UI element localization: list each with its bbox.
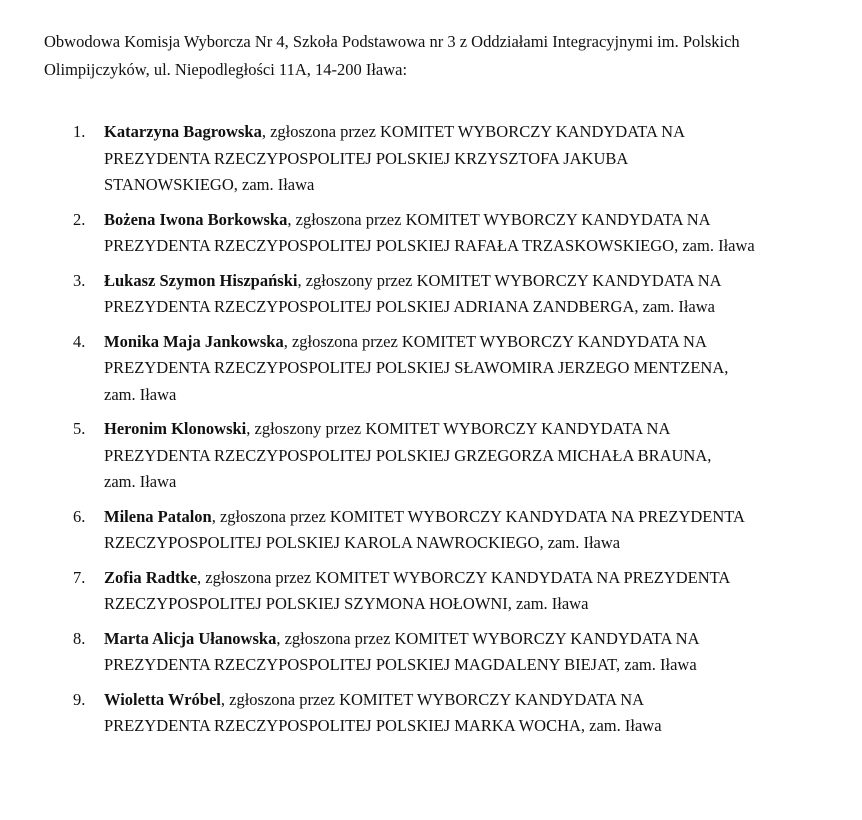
candidate-text: , zgłoszona przez KOMITET WYBORCZY KANDYDATA NA — [276, 628, 700, 648]
candidate-item — [0, 329, 862, 409]
candidate-line: zam. Iława — [104, 384, 177, 404]
candidate-line: RZECZYPOSPOLITEJ POLSKIEJ SZYMONA HOŁOWNI, zam. Iława — [104, 594, 589, 613]
candidate-line: STANOWSKIEGO, zam. Iława — [104, 175, 315, 194]
candidate-line: PREZYDENTA RZECZYPOSPOLITEJ POLSKIEJ SŁAWOMIRA JERZEGO MENTZENA, — [104, 358, 729, 377]
candidate-line — [104, 416, 862, 443]
candidate-name: Wioletta Wróbel — [104, 689, 221, 709]
item-number: 7. — [73, 567, 86, 587]
candidate-line: PREZYDENTA RZECZYPOSPOLITEJ POLSKIEJ RAFAŁA TRZASKOWSKIEGO, zam. Iława — [104, 236, 755, 255]
candidate-item — [0, 687, 862, 740]
candidate-name: Marta Alicja Ułanowska — [104, 628, 277, 648]
candidate-name: Heronim Klonowski — [104, 419, 247, 438]
candidate-text: , zgłoszona przez KOMITET WYBORCZY KANDYDATA NA PREZYDENTA — [211, 506, 745, 526]
candidate-item — [0, 268, 862, 321]
item-number: 4. — [73, 331, 86, 351]
candidate-name: Zofia Radtke — [104, 567, 198, 587]
item-number: 8. — [73, 628, 86, 648]
candidate-name: Monika Maja Jankowska — [104, 331, 284, 351]
item-number: 6. — [73, 506, 86, 526]
header-line: Olimpijczyków, ul. Niepodległości 11A, 14-200 Iława: — [44, 60, 408, 79]
candidate-list — [0, 119, 862, 748]
candidate-name: Milena Patalon — [104, 506, 212, 526]
candidate-text: , zgłoszona przez KOMITET WYBORCZY KANDYDATA NA — [283, 331, 707, 351]
candidate-line: PREZYDENTA RZECZYPOSPOLITEJ POLSKIEJ GRZEGORZA MICHAŁA BRAUNA, — [104, 445, 712, 465]
candidate-line — [104, 329, 862, 356]
candidate-line: PREZYDENTA RZECZYPOSPOLITEJ POLSKIEJ ADRIANA ZANDBERGA, zam. Iława — [104, 297, 715, 316]
header-line: Obwodowa Komisja Wyborcza Nr 4, Szkoła Podstawowa nr 3 z Oddziałami Integracyjnymi im. Polskich — [44, 32, 740, 51]
candidate-line — [104, 207, 862, 234]
candidate-item — [0, 626, 862, 679]
candidate-text: , zgłoszony przez KOMITET WYBORCZY KANDYDATA NA — [297, 270, 722, 290]
candidate-item — [0, 416, 862, 496]
candidate-line: PREZYDENTA RZECZYPOSPOLITEJ POLSKIEJ MAGDALENY BIEJAT, zam. Iława — [104, 655, 697, 674]
candidate-name: Katarzyna Bagrowska — [104, 122, 262, 141]
candidate-line — [104, 119, 862, 146]
candidate-text: , zgłoszona przez KOMITET WYBORCZY KANDYDATA NA — [287, 209, 711, 229]
candidate-text: , zgłoszona przez KOMITET WYBORCZY KANDYDATA NA — [220, 689, 645, 709]
candidate-line: PREZYDENTA RZECZYPOSPOLITEJ POLSKIEJ MARKA WOCHA, zam. Iława — [104, 716, 662, 735]
candidate-line: PREZYDENTA RZECZYPOSPOLITEJ POLSKIEJ KRZYSZTOFA JAKUBA — [104, 148, 629, 168]
item-number: 5. — [73, 419, 86, 438]
candidate-item — [0, 504, 862, 557]
candidate-name: Bożena Iwona Borkowska — [104, 209, 288, 229]
item-number: 9. — [73, 689, 86, 709]
candidate-line — [104, 687, 862, 714]
item-number: 1. — [73, 122, 86, 141]
candidate-item — [0, 565, 862, 618]
candidate-item — [0, 119, 862, 199]
item-number: 3. — [73, 270, 86, 290]
item-number: 2. — [73, 209, 86, 229]
candidate-text: , zgłoszona przez KOMITET WYBORCZY KANDYDATA NA PREZYDENTA — [197, 567, 731, 587]
candidate-line: zam. Iława — [104, 472, 177, 491]
candidate-text: , zgłoszony przez KOMITET WYBORCZY KANDYDATA NA — [246, 419, 671, 438]
candidate-text: , zgłoszona przez KOMITET WYBORCZY KANDYDATA NA — [261, 122, 686, 141]
candidate-line — [104, 626, 862, 653]
candidate-name: Łukasz Szymon Hiszpański — [104, 270, 298, 290]
candidate-line — [104, 565, 862, 592]
commission-header — [44, 28, 844, 84]
candidate-line — [104, 504, 862, 531]
candidate-line — [104, 268, 862, 295]
candidate-item — [0, 207, 862, 260]
candidate-line: RZECZYPOSPOLITEJ POLSKIEJ KAROLA NAWROCKIEGO, zam. Iława — [104, 533, 621, 552]
